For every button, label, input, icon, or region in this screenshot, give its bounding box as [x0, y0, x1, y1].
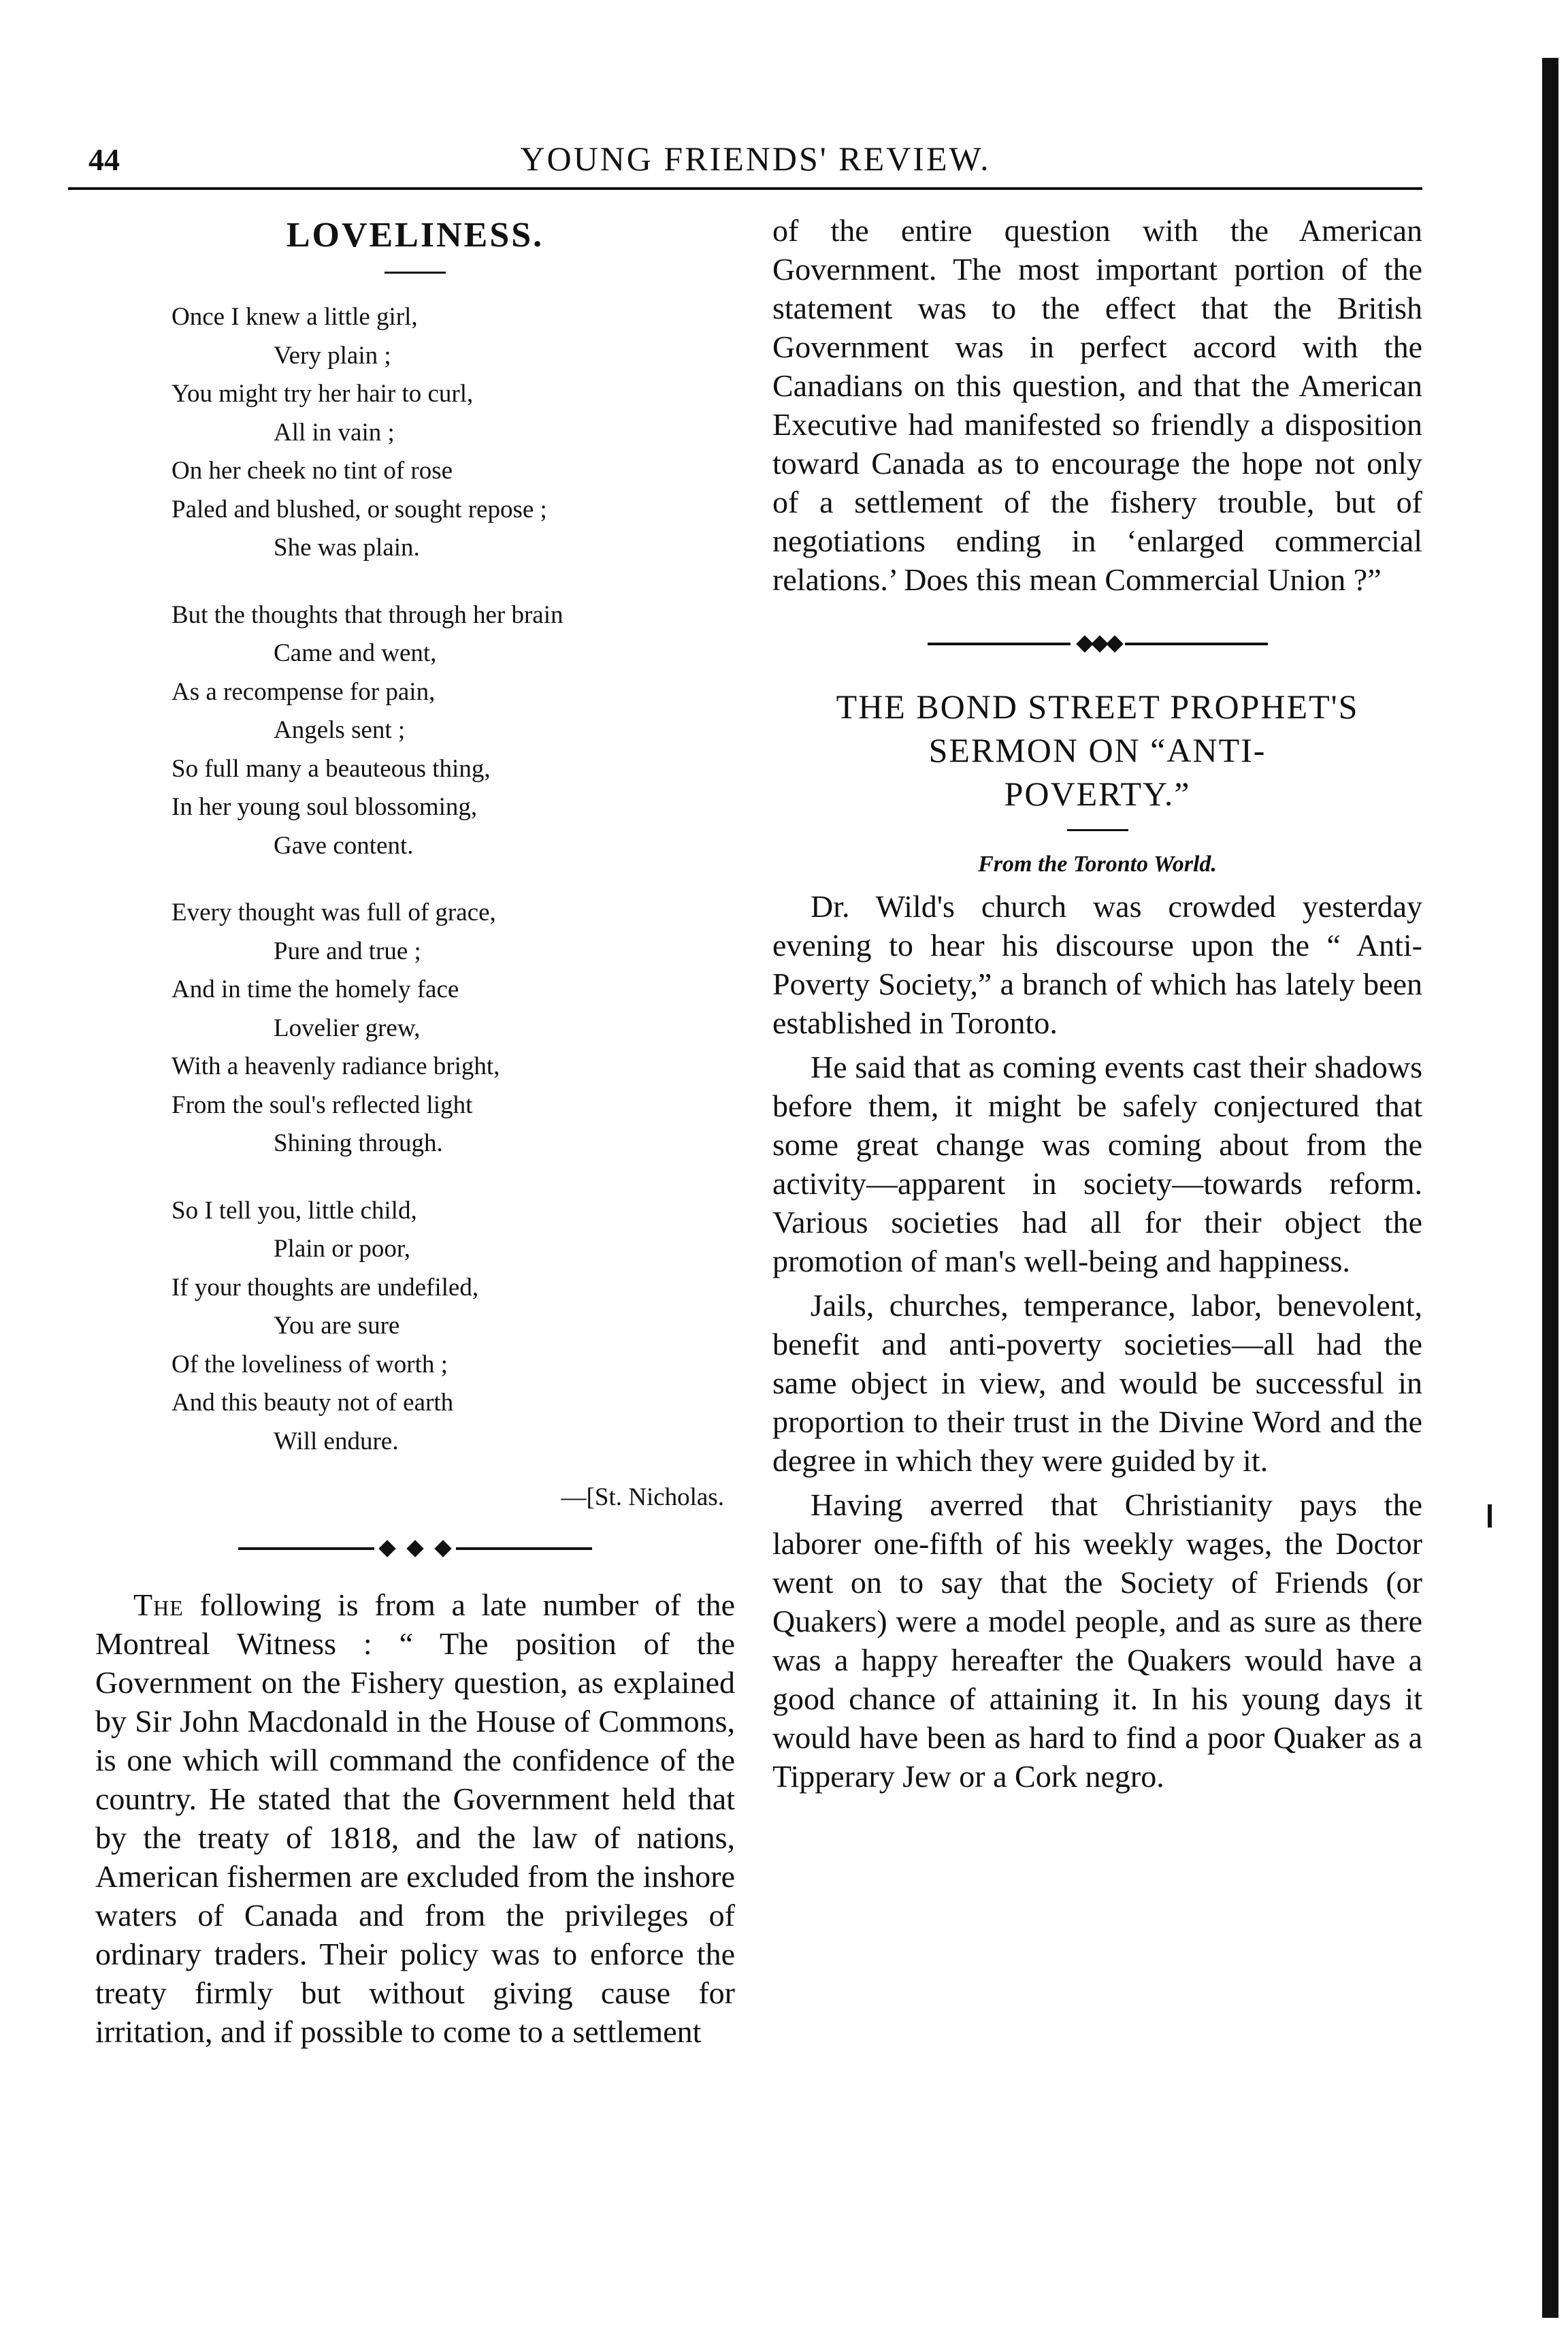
fishery-paragraph: [95, 1585, 735, 2051]
poem-title: LOVELINESS.: [286, 216, 544, 255]
article-paragraph: He said that as coming events cast their shadows before them, it might be safely conjectured that some great change was coming about from the activity—apparent in society—towards reform. Various societies had all for their object the promotion of man's well-being and happiness.: [772, 1050, 1422, 1278]
article-paragraph: Having averred that Christianity pays the laborer one-fifth of his weekly wages, the Doctor went on to say that the Society of Friends (or Quakers) were a model people, and as sure as there was a happy hereafter the Quakers would have a good chance of attaining it. In his young days it would have been as hard to find a poor Quaker as a Tipperary Jew or a Cork negro.: [772, 1487, 1422, 1794]
poem-line: So I tell you, little child,: [172, 1196, 417, 1225]
title-rule: [385, 272, 446, 274]
section-divider-ornament: [928, 637, 1268, 651]
poem-line: On her cheek no tint of rose: [172, 457, 453, 485]
article-source: From the Toronto World.: [978, 852, 1217, 877]
article-paragraph: Dr. Wild's church was crowded yesterday evening to hear his discourse upon the “ Anti-Poverty Society,” a branch of which has lately been established in Toronto.: [772, 889, 1422, 1040]
article-heading: [772, 685, 1422, 815]
poem-attribution: —[St. Nicholas.: [561, 1483, 724, 1511]
poem-line: As a recompense for pain,: [172, 677, 436, 706]
poem-line: Angels sent ;: [274, 716, 406, 744]
poem-line: Gave content.: [274, 831, 414, 860]
article-title-line: POVERTY.”: [1004, 775, 1191, 813]
poem-body: [95, 298, 735, 1461]
poem-stanza: [172, 1192, 735, 1461]
poem-line: And this beauty not of earth: [172, 1389, 454, 1417]
poem-stanza: [172, 298, 735, 568]
drop-word: The: [133, 1587, 184, 1622]
poem-line: You are sure: [274, 1312, 400, 1340]
poem-line: She was plain.: [274, 534, 420, 562]
poem-line: Once I knew a little girl,: [172, 303, 418, 331]
page-number: 44: [88, 142, 120, 177]
poem-line: So full many a beauteous thing,: [172, 754, 491, 783]
running-title: YOUNG FRIENDS' REVIEW.: [520, 140, 991, 178]
poem-stanza: [172, 894, 735, 1163]
poem-line: In her young soul blossoming,: [172, 793, 478, 821]
poem-line: And in time the homely face: [172, 975, 459, 1003]
poem-line: Of the loveliness of worth ;: [172, 1350, 448, 1378]
poem-line: Shining through.: [274, 1129, 443, 1157]
fishery-text-left: following is from a late number of the Montreal Witness : “ The position of the Government on the Fishery question, as explained by Sir John Macdonald in the House of Commons, is one which will command the confidence of the country. He stated that the Government held that by the treaty of 1818, and the law of nations, American fishermen are excluded from the inshore waters of Canada and from the privileges of ordinary traders. Their policy was to enforce the treaty firmly but without giving cause for irritation, and if possible to come to a settlement: [95, 1587, 736, 2049]
section-divider-ornament: [238, 1542, 592, 1555]
poem-line: Every thought was full of grace,: [172, 899, 496, 926]
page-header: [88, 129, 1422, 191]
poem-line: Plain or poor,: [274, 1235, 410, 1263]
poem-line: Pure and true ;: [274, 937, 421, 965]
poem-line: From the soul's reflected light: [172, 1091, 473, 1119]
poem-line: You might try her hair to curl,: [172, 380, 474, 408]
poem-line: Very plain ;: [274, 341, 391, 370]
title-rule: [1067, 829, 1128, 831]
right-column: [772, 211, 1422, 1796]
article-body: [772, 887, 1422, 1796]
poem-line: Paled and blushed, or sought repose ;: [172, 495, 547, 523]
article-paragraph: Jails, churches, temperance, labor, benevolent, benefit and anti-poverty societies—all had the same object in view, and would be successful in proportion to their trust in the Divine Word and the degree in which they were guided by it.: [772, 1288, 1422, 1478]
poem-line: Will endure.: [274, 1427, 399, 1455]
poem-stanza: [172, 596, 735, 866]
poem-line: Lovelier grew,: [274, 1014, 421, 1042]
poem-line: If your thoughts are undefiled,: [172, 1273, 479, 1302]
poem-line: All in vain ;: [274, 418, 395, 447]
page-edge-shadow: [1542, 58, 1558, 2318]
edge-mark: [1488, 1504, 1492, 1528]
left-column: [95, 211, 735, 2051]
article-title-line: THE BOND STREET PROPHET'S: [836, 688, 1359, 726]
poem-line: With a heavenly radiance bright,: [172, 1052, 500, 1080]
article-title-line: SERMON ON “ANTI-: [928, 731, 1267, 769]
poem-line: Came and went,: [274, 639, 437, 667]
poem-line: But the thoughts that through her brain: [172, 600, 564, 629]
fishery-continuation: of the entire question with the American Government. The most important portion of the statement was to the effect that the British Government was in perfect accord with the Canadians on this question, and that the American Executive had manifested so friendly a disposition toward Canada as to encourage the hope not only of a settlement of the fishery trouble, but of negotiations ending in ‘enlarged commercial relations.’ Does this mean Commercial Union ?”: [772, 213, 1422, 597]
header-rule: [68, 187, 1422, 190]
